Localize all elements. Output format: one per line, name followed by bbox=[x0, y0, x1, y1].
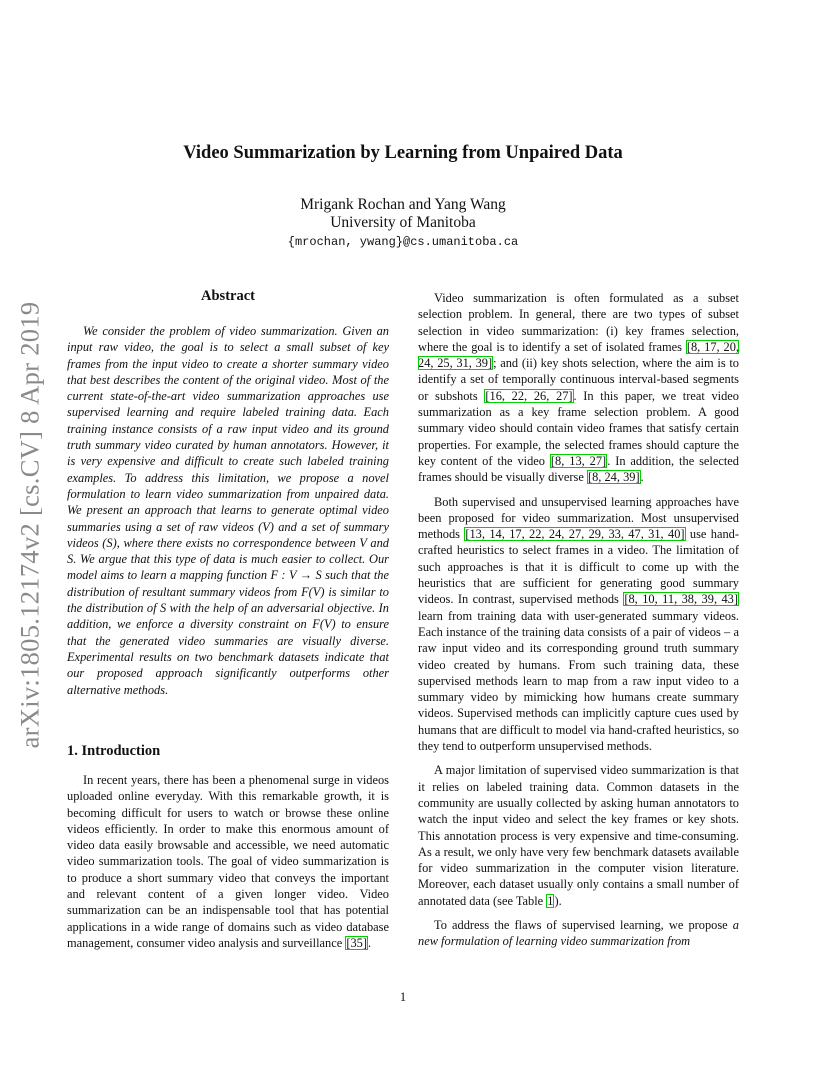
abstract-paragraph: We consider the problem of video summarization. Given an input raw video, the goal is to select a small subset of key frames from the input video to create a shorter summary video that best describes the content of the original video. Most of the current state-of-the-art video summarization approaches use supervised learning and require labeled training data. Each training instance consists of a raw input video and its ground truth summary video curated by human annotators. However, it is very expensive and difficult to create such labeled training examples. To address this limitation, we propose a novel formulation to learn video summarization from unpaired data. We present an approach that learns to generate optimal video summaries using a set of raw videos (V) and a set of summary videos (S), where there exists no correspondence between V and S. We argue that this type of data is much easier to collect. Our model aims to learn a mapping function F : V → S such that the distribution of resultant summary videos from F(V) is similar to the distribution of S with the help of an adversarial objective. In addition, we enforce a diversity constraint on F(V) to ensure that the generated video summaries are visually diverse. Experimental results on two benchmark datasets indicate that our proposed approach significantly outperforms other alternative methods. bbox=[67, 324, 389, 697]
right-paragraph-4: To address the flaws of supervised learning, we propose a new formulation of learning video summarization from bbox=[418, 917, 739, 949]
emphasized-text: a new formulation of learning video summarization from bbox=[418, 917, 739, 949]
citation-link[interactable]: [8, 17, 20, 24, 25, 31, 39] bbox=[418, 339, 740, 371]
intro-paragraph-1: In recent years, there has been a phenomenal surge in videos uploaded online everyday. With this remarkable growth, it is becoming difficult for users to watch or browse these online videos efficiently. In order to make this enormous amount of video data easily browsable and accessible, we need automatic video summarization tools. The goal of video summarization is to produce a short summary video that conveys the important and relevant content of a given longer video. Video summarization can be an indispensable tool that has potential applications in a wide range of domains such as video database management, consumer video analysis and surveillance [35]. bbox=[67, 773, 389, 950]
affiliation: University of Manitoba bbox=[330, 214, 476, 231]
paper-title: Video Summarization by Learning from Unpaired Data bbox=[183, 143, 623, 163]
citation-link[interactable]: [13, 14, 17, 22, 24, 27, 29, 33, 47, 31, 40] bbox=[465, 527, 685, 542]
citation-link[interactable]: [16, 22, 26, 27] bbox=[485, 388, 573, 403]
citation-link[interactable]: [35] bbox=[346, 935, 368, 950]
table-reference-link[interactable]: 1 bbox=[547, 893, 554, 908]
right-column bbox=[418, 290, 739, 958]
page-number: 1 bbox=[399, 990, 407, 1004]
right-paragraph-3: A major limitation of supervised video summarization is that it relies on labeled training data. Common datasets in the community are usually collected by asking human annotators to watch the input video and select the key frames or key shots. This annotation process is very expensive and time-consuming. As a result, we only have very few benchmark datasets available for video summarization in the computer vision literature. Moreover, each dataset usually only contains a small number of annotated data (see Table 1). bbox=[418, 763, 739, 908]
authors: Mrigank Rochan and Yang Wang bbox=[300, 196, 506, 213]
abstract-text bbox=[67, 323, 389, 706]
citation-link[interactable]: [8, 24, 39] bbox=[587, 470, 640, 485]
introduction-heading: 1. Introduction bbox=[67, 743, 161, 759]
right-paragraph-1: Video summarization is often formulated as a subset selection problem. In general, there are two types of subset selection in video summarization: (i) key frames selection, where the goal is to identify a set of isolated frames [8, 17, 20, 24, 25, 31, 39]; and (ii) key shots selection, where the aim is to identify a set of temporally continuous interval-based segments or subshots [16, 22, 26, 27]. In this paper, we treat video summarization as a key frame selection problem. A good summary video should contain video frames that satisfy certain properties. For example, the selected frames should capture the key content of the video [8, 13, 27]. In addition, the selected frames should be visually diverse [8, 24, 39]. bbox=[418, 291, 740, 485]
introduction-column bbox=[67, 772, 389, 959]
author-block bbox=[0, 196, 806, 232]
author-emails: {mrochan, ywang}@cs.umanitoba.ca bbox=[287, 235, 519, 249]
abstract-heading: Abstract bbox=[201, 288, 255, 304]
arxiv-identifier: arXiv:1805.12174v2 [cs.CV] 8 Apr 2019 bbox=[14, 301, 45, 749]
right-paragraph-2: Both supervised and unsupervised learning approaches have been proposed for video summarization. Most unsupervised methods [13, 14, 17, 22, 24, 27, 29, 33, 47, 31, 40] use hand-crafted heuristics to select frames in a video. The limitation of such approaches is that it is difficult to come up with the heuristics that are sufficient for generating good summary videos. In contrast, supervised methods [8, 10, 11, 38, 39, 43] learn from training data with user-generated summary videos. Each instance of the training data consists of a pair of videos – a raw input video and its corresponding ground truth summary video created by humans. From such training data, these supervised methods learn to map from a raw input video to a summary video by mimicking how humans create summary videos. Supervised methods can implicitly capture cues used by humans that are difficult to model via hand-crafted heuristics, so they tend to outperform unsupervised methods. bbox=[418, 494, 739, 754]
citation-link[interactable]: [8, 10, 11, 38, 39, 43] bbox=[624, 592, 739, 607]
citation-link[interactable]: [8, 13, 27] bbox=[550, 453, 607, 468]
